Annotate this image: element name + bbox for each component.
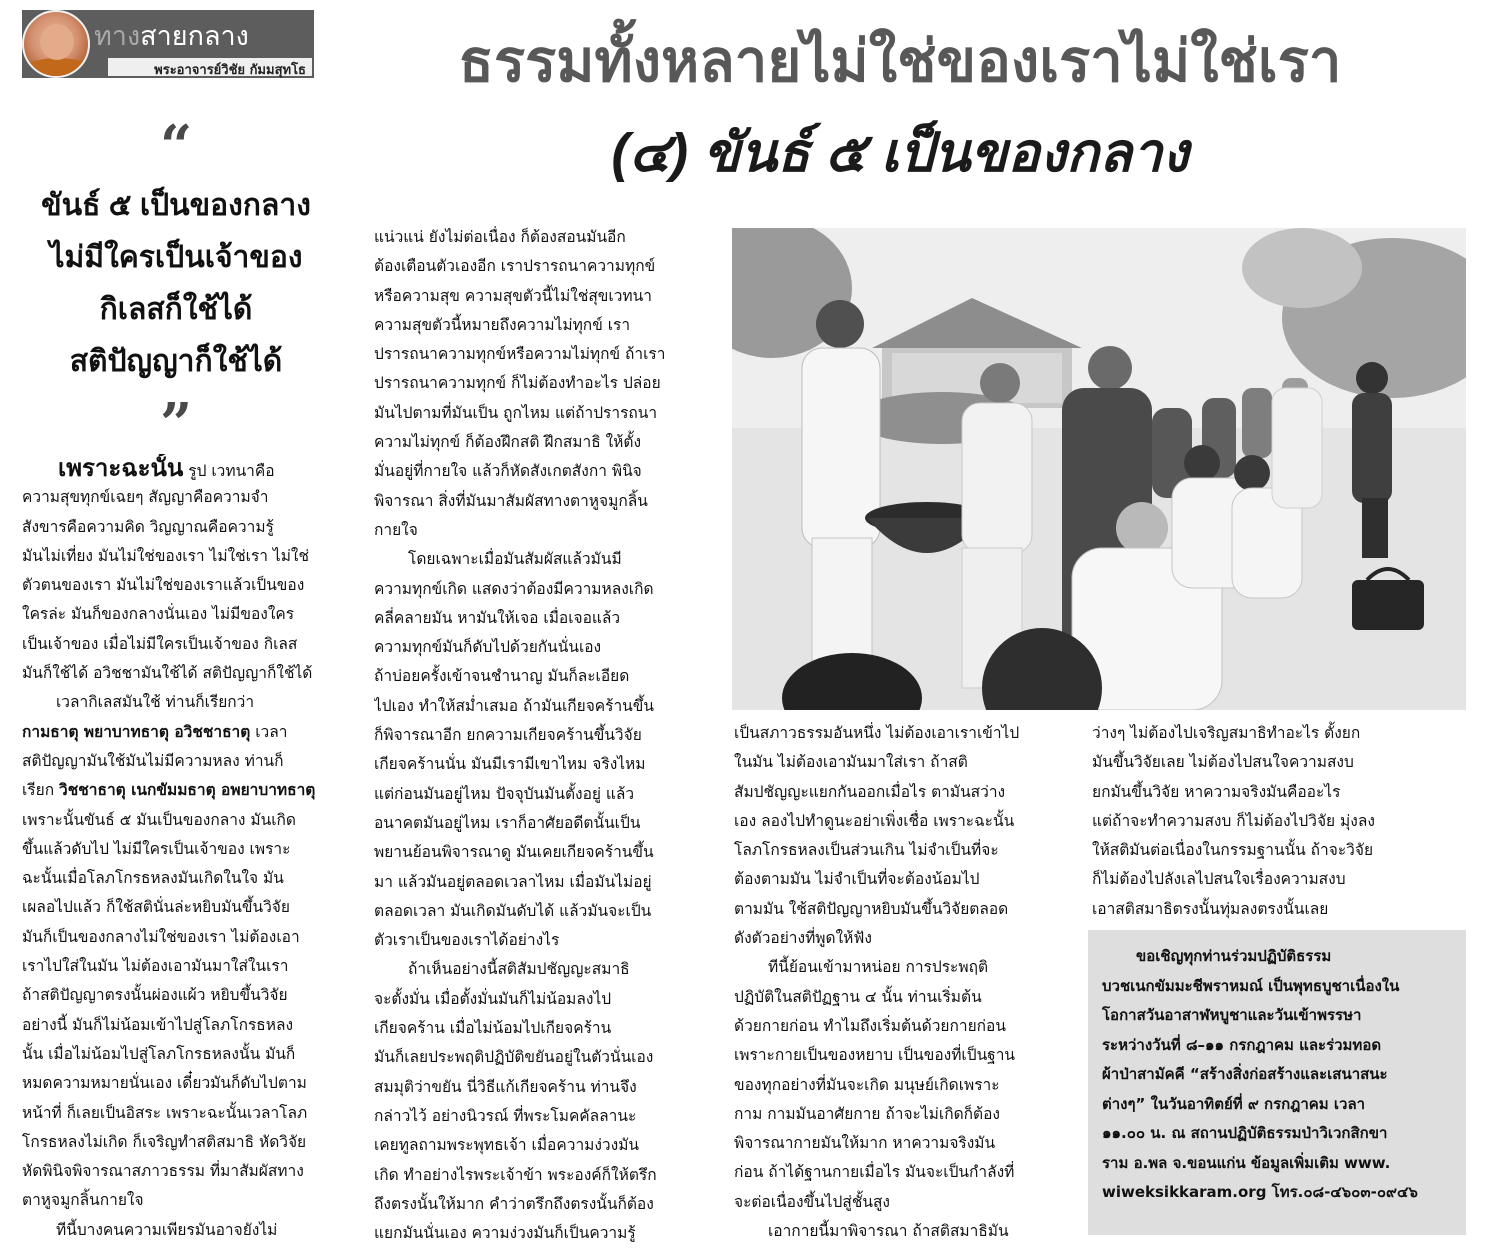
body-line: เผลอไปแล้ว ก็ใช้สตินั่นล่ะหยิบมันขึ้นวิจัย [22, 898, 290, 917]
column-name [94, 14, 249, 57]
body-line: สัมปชัญญะแยกกันออกเมื่อไร ตามันสว่าง [734, 782, 1006, 801]
body-line: แต่ถ้าจะทำความสงบ ก็ไม่ต้องไปวิจัย มุ่งลง [1092, 811, 1375, 830]
body-line: ใครล่ะ มันก็ของกลางนั่นเอง ไม่มีของใคร [22, 605, 295, 624]
body-line: มา แล้วมันอยู่ตลอดเวลาไหม เมื่อมันไม่อยู่ [374, 872, 652, 891]
body-line: เรียก วิชชาธาตุ เนกขัมมธาตุ อพยาบาทธาตุ [22, 781, 316, 800]
body-line: เป็นสภาวธรรมอันหนึ่ง ไม่ต้องเอาเราเข้าไป [734, 724, 1020, 742]
body-line: ตลอดเวลา มันเกิดมันดับได้ แล้วมันจะเป็น [374, 901, 652, 920]
body-line: จะต่อเนื่องขึ้นไปสู่ชั้นสูง [734, 1192, 890, 1211]
body-line: ปรารถนาความทุกข์หรือความไม่ทุกข์ ถ้าเรา [374, 345, 666, 364]
notice-line: บวชเนกขัมมะชีพราหมณ์ เป็นพุทธบูชาเนื่องใน [1102, 976, 1400, 995]
article-subtitle: (๔) ขันธ์ ๕ เป็นของกลาง [611, 123, 1189, 183]
body-line: มันก็เป็นของกลางไม่ใช่ของเรา ไม่ต้องเอา [22, 927, 300, 946]
body-column-3 [734, 719, 1064, 1246]
body-line: เพราะฉะนั้น รูป เวทนาคือ [58, 454, 275, 482]
body-line: ก็พิจารณาอีก ยกความเกียจคร้านขึ้นวิจัย [374, 726, 642, 745]
body-line: ทีนี้ย้อนเข้ามาหน่อย การประพฤติ [768, 958, 989, 977]
body-line: จะตั้งมั่น เมื่อตั้งมั่นมันก็ไม่น้อมลงไป [374, 989, 612, 1008]
pull-quote-line: สติปัญญาก็ใช้ได้ [69, 345, 283, 378]
body-line: พิจารณากายมันให้มาก หาความจริงมัน [734, 1134, 996, 1153]
body-line: เกียจคร้านนั่น มันมีเรามีเขาไหม จริงไหม [374, 755, 646, 774]
article-title: ธรรมทั้งหลายไม่ใช่ของเราไม่ใช่เรา [458, 29, 1342, 94]
body-line: ก่อน ถ้าได้ฐานกายเมื่อไร มันจะเป็นกำลังที่ [734, 1163, 1015, 1182]
event-notice-box [1088, 930, 1466, 1235]
body-line: ความไม่ทุกข์ ก็ต้องฝึกสติ ฝึกสมาธิ ให้ตั้ง [374, 433, 642, 452]
body-line: อย่างนี้ มันก็ไม่น้อมเข้าไปสู่โลภโกรธหลง [22, 1015, 294, 1034]
body-line: ความสุขตัวนี้หมายถึงความไม่ทุกข์ เรา [374, 315, 631, 334]
photo-illustration [732, 228, 1466, 710]
column-name-bold: สายกลาง [140, 21, 249, 51]
drop-cap: เพราะฉะนั้น [58, 454, 184, 482]
body-line: ไปเอง ทำให้สม่ำเสมอ ถ้ามันเกียจคร้านขึ้น [374, 696, 654, 715]
body-line: ตาหูจมูกลิ้นกายใจ [22, 1191, 144, 1210]
body-line: ก็ไม่ต้องไปลังเลไปสนใจเรื่องความสงบ [1092, 870, 1346, 889]
body-line: มันขึ้นวิจัยเลย ไม่ต้องไปสนใจความสงบ [1092, 753, 1354, 772]
body-line: สมมุติว่าขยัน นี่วิธีแก้เกียจคร้าน ท่านจึง [374, 1077, 637, 1096]
body-line: ด้วยกายก่อน ทำไมถึงเริ่มต้นด้วยกายก่อน [734, 1016, 1006, 1035]
author-strip [108, 58, 312, 76]
body-line: คลี่คลายมัน หามันให้เจอ เมื่อเจอแล้ว [374, 608, 621, 627]
body-line: กาม กามมันอาศัยกาย ถ้าจะไม่เกิดก็ต้อง [734, 1104, 1000, 1123]
body-line: พิจารณา สิ่งที่มันมาสัมผัสทางตาหูจมูกลิ้น [374, 491, 648, 510]
body-line: นั้น เมื่อไม่น้อมไปสู่โลภโกรธหลงนั้น มันก็ [22, 1044, 296, 1063]
notice-line: ระหว่างวันที่ ๘–๑๑ กรกฎาคม และร่วมทอด [1102, 1035, 1382, 1054]
body-line: ทีนี้บางคนความเพียรมันอาจยังไม่ [56, 1220, 278, 1239]
body-line: เกียจคร้าน เมื่อไม่น้อมไปเกียจคร้าน [374, 1019, 612, 1038]
body-line: ถ้าเห็นอย่างนี้สติสัมปชัญญะสมาธิ [408, 960, 630, 979]
body-line: เอง ลองไปทำดูนะอย่าเพิ่งเชื่อ เพราะฉะนั้น [734, 811, 1015, 830]
body-column-1 [22, 454, 340, 1245]
body-line: ว่างๆ ไม่ต้องไปเจริญสมาธิทำอะไร ตั้งยก [1092, 724, 1361, 742]
body-line: โดยเฉพาะเมื่อมันสัมผัสแล้วมันมี [408, 550, 622, 569]
notice-line: โอกาสวันอาสาฬหบูชาและวันเข้าพรรษา [1102, 1006, 1362, 1024]
body-line: ความทุกข์เกิด แสดงว่าต้องมีความหลงเกิด [374, 579, 654, 598]
body-line: ปรารถนาความทุกข์ ก็ไม่ต้องทำอะไร ปล่อย [374, 374, 661, 393]
body-line: หัดพินิจพิจารณาสภาวธรรม ที่มาสัมผัสทาง [22, 1162, 304, 1181]
author-avatar [22, 10, 90, 78]
body-line: หรือความสุข ความสุขตัวนี้ไม่ใช่สุขเวทนา [374, 286, 652, 305]
column-name-light: ทาง [94, 21, 141, 51]
body-line: กามธาตุ พยาบาทธาตุ อวิชชาธาตุ เวลา [22, 722, 288, 741]
notice-line: ราม อ.พล จ.ขอนแก่น ข้อมูลเพิ่มเติม www. [1102, 1153, 1391, 1172]
body-line: ถึงตรงนั้นให้มาก คำว่าตรึกถึงตรงนั้นก็ต้อง [374, 1194, 654, 1213]
open-quote-mark: “ [160, 113, 193, 179]
body-line: ตามมัน ใช้สติปัญญาหยิบมันขึ้นวิจัยตลอด [734, 899, 1009, 918]
body-line: ปฏิบัติในสติปัฏฐาน ๔ นั้น ท่านเริ่มต้น [734, 987, 982, 1006]
body-line: ความสุขทุกข์เฉยๆ สัญญาคือความจำ [22, 488, 269, 507]
body-line: กายใจ [374, 520, 418, 539]
body-line: ต้องเตือนตัวเองอีก เราปรารถนาความทุกข์ [374, 257, 656, 276]
close-quote-mark: ” [160, 391, 193, 457]
body-line: เป็นเจ้าของ เมื่อไม่มีใครเป็นเจ้าของ กิเลส [22, 634, 298, 653]
pull-quote-line: ขันธ์ ๕ เป็นของกลาง [41, 189, 311, 222]
body-line: ของทุกอย่างที่มันจะเกิด มนุษย์เกิดเพราะ [734, 1075, 1000, 1094]
body-line: แต่ก่อนมันอยู่ไหม ปัจจุบันมันตั้งอยู่ แล้ว [374, 784, 635, 803]
body-line: ต้องตามมัน ไม่จำเป็นที่จะต้องน้อมไป [734, 870, 980, 889]
alms-offering-photo [732, 228, 1466, 710]
body-line: แน่วแน่ ยังไม่ต่อเนื่อง ก็ต้องสอนมันอีก [374, 228, 626, 246]
body-line: ในมัน ไม่ต้องเอามันมาใส่เรา ถ้าสติ [734, 753, 968, 772]
body-line: ให้สติมันต่อเนื่องในกรรมฐานนั้น ถ้าจะวิจัย [1092, 841, 1374, 860]
body-line: เอาสติสมาธิตรงนั้นทุ่มลงตรงนั้นเลย [1092, 899, 1329, 918]
notice-line: ขอเชิญทุกท่านร่วมปฏิบัติธรรม [1136, 947, 1332, 965]
body-line: มันไปตามที่มันเป็น ถูกไหม แต่ถ้าปรารถนา [374, 403, 658, 422]
body-line: มันไม่เที่ยง มันไม่ใช่ของเรา ไม่ใช่เรา ไม่ใช่ [22, 546, 310, 565]
body-line: ฉะนั้นเมื่อโลภโกรธหลงมันเกิดในใจ มัน [22, 869, 284, 888]
pull-quote-line: กิเลสก็ใช้ได้ [99, 293, 253, 326]
body-line: มันก็เลยประพฤติปฏิบัติขยันอยู่ในตัวนั่นเอง [374, 1048, 654, 1067]
body-line: มันก็ใช้ได้ อวิชชามันใช้ได้ สติปัญญาก็ใช้ได้ [22, 664, 313, 683]
body-line: พยานย้อนพิจารณาดู มันเคยเกียจคร้านขึ้น [374, 843, 654, 862]
body-line: หมดความหมายนั่นเอง เดี๋ยวมันก็ดับไปตาม [22, 1074, 307, 1093]
body-line: โกรธหลงไม่เกิด ก็เจริญทำสติสมาธิ หัดวิจัย [22, 1132, 307, 1151]
body-line: ถ้าสติปัญญาตรงนั้นผ่องแผ้ว หยิบขึ้นวิจัย [22, 986, 288, 1005]
notice-line: ๑๑.๐๐ น. ณ สถานปฏิบัติธรรมป่าวิเวกสิกขา [1102, 1124, 1388, 1142]
body-line: ขึ้นแล้วดับไป ไม่มีใครเป็นเจ้าของ เพราะ [22, 839, 291, 858]
pull-quote-line: ไม่มีใครเป็นเจ้าของ [49, 241, 303, 274]
body-line: สติปัญญามันใช้มันไม่มีความหลง ท่านก็ [22, 751, 284, 770]
body-line: สังขารคือความคิด วิญญาณคือความรู้ [22, 517, 274, 536]
body-column-4 [1092, 719, 1472, 924]
body-line: โลภโกรธหลงเป็นส่วนเกิน ไม่จำเป็นที่จะ [734, 841, 999, 860]
body-line: เวลากิเลสมันใช้ ท่านก็เรียกว่า [56, 693, 255, 712]
pull-quote [20, 180, 332, 388]
body-line: เพราะนั้นขันธ์ ๕ มันเป็นของกลาง มันเกิด [22, 810, 296, 829]
body-column-2 [374, 223, 704, 1248]
body-line: แยกมันนั่นเอง ความง่วงมันก็เป็นความรู้ [374, 1224, 636, 1243]
notice-line: ต่างๆ” ในวันอาทิตย์ที่ ๙ กรกฎาคม เวลา [1102, 1094, 1366, 1113]
notice-line: ผ้าป่าสามัคคี “สร้างสิ่งก่อสร้างและเสนาสนะ [1102, 1065, 1388, 1083]
body-line: กล่าวไว้ อย่างนิวรณ์ ที่พระโมคคัลลานะ [374, 1106, 637, 1125]
author-name: พระอาจารย์วิชัย กัมมสุทโธ [154, 63, 306, 78]
body-line: เคยทูลถามพระพุทธเจ้า เมื่อความง่วงมัน [374, 1136, 640, 1155]
body-line: เราไปใส่ในมัน ไม่ต้องเอามันมาใส่ในเรา [22, 957, 289, 976]
body-line: เพราะกายเป็นของหยาบ เป็นของที่เป็นฐาน [734, 1046, 1016, 1065]
body-line: ถ้าบ่อยครั้งเข้าจนชำนาญ มันก็ละเอียด [374, 667, 630, 686]
body-line: ดังตัวอย่างที่พูดให้ฟัง [734, 929, 872, 948]
body-line: หน้าที่ ก็เลยเป็นอิสระ เพราะฉะนั้นเวลาโลภ [22, 1103, 308, 1122]
body-line: เกิด ทำอย่างไรพระเจ้าข้า พระองค์ก็ให้ตรึก [374, 1165, 657, 1184]
body-line: มั่นอยู่ที่กายใจ แล้วก็หัดสังเกตสังกา พินิจ [374, 462, 642, 481]
body-line: ตัวเราเป็นของเราได้อย่างไร [374, 931, 560, 950]
notice-line: wiweksikkaram.org โทร.๐๘-๔๖๐๓-๐๙๔๖ [1102, 1183, 1418, 1201]
body-line: ตัวตนของเรา มันไม่ใช่ของเราแล้วเป็นของ [22, 576, 305, 595]
body-line: ความทุกข์มันก็ดับไปด้วยกันนั่นเอง [374, 638, 602, 657]
body-line: ยกมันขึ้นวิจัย หาความจริงมันคืออะไร [1092, 782, 1341, 801]
body-line: อนาคตมันอยู่ไหม เราก็อาศัยอดีตนั้นเป็น [374, 813, 641, 832]
body-line: เอากายนี้มาพิจารณา ถ้าสติสมาธิมัน [768, 1222, 1009, 1241]
